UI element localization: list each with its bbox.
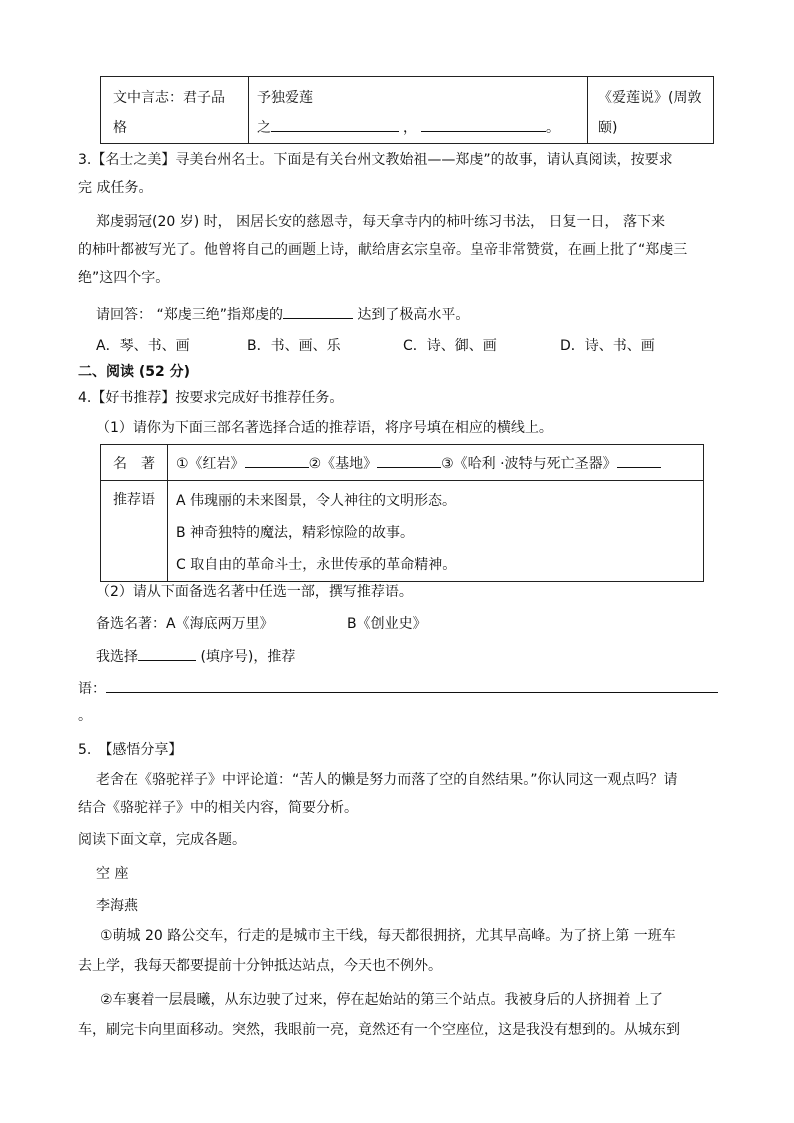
q4-sub2: （2）请从下面备选名著中任选一部，撰写推荐语。 <box>96 584 413 600</box>
q4-choose-suffix: (填序号)，推荐 <box>196 649 296 665</box>
rec-c: C 取自由的革命斗士，永世传承的革命精神。 <box>176 557 457 573</box>
q3-para-line3: 绝”这四个字。 <box>78 270 170 286</box>
q3-option-a[interactable]: A．琴、书、画 <box>96 338 190 354</box>
poem-table <box>100 76 714 144</box>
quote-end: 。 <box>546 120 560 136</box>
section-heading: 二、阅读 (52 分) <box>78 364 191 380</box>
q3-para-line2: 的柿叶都被写光了。他曾将自己的画题上诗，献给唐玄宗皇帝。皇帝非常赞赏，在画上批了“郑虔三 <box>78 242 688 258</box>
q3-answer-blank[interactable] <box>283 304 353 319</box>
book-3-blank[interactable] <box>617 453 661 468</box>
article-para2-line2: 车，刷完卡向里面移动。突然，我眼前一亮，竟然还有一个空座位，这是我没有想到的。从城东到 <box>78 1022 680 1038</box>
rec-b: B 神奇独特的魔法，精彩惊险的故事。 <box>176 525 415 541</box>
article-para1-line1: ①萌城 20 路公交车，行走的是城市主干线，每天都很拥挤，尤其早高峰。为了挤上第 一班车 <box>100 928 676 944</box>
theme-line1: 文中言志：君子品 <box>113 90 225 106</box>
book-1-blank[interactable] <box>245 453 309 468</box>
quote-comma: ， <box>403 120 417 136</box>
q3-option-d[interactable]: D．诗、书、画 <box>560 338 655 354</box>
q4-recommend-blank[interactable] <box>106 678 718 693</box>
reading-intro: 阅读下面文章，完成各题。 <box>78 832 246 848</box>
quote-line1: 予独爱莲 <box>257 90 313 106</box>
q4-yu <box>78 678 718 699</box>
book-2: ②《基地》 <box>308 455 378 472</box>
q4-choose-prefix: 我选择 <box>96 649 138 665</box>
book-table-label-books <box>101 445 168 481</box>
poem-table-cell-quote <box>249 77 588 144</box>
q5-p2: 结合《骆驼祥子》中的相关内容，简要分析。 <box>78 800 358 816</box>
q4-line1: 4.【好书推荐】按要求完成好书推荐任务。 <box>78 390 344 406</box>
q4-option-b: B《创业史》 <box>347 616 427 632</box>
q4-options-label: 备选名著：A《海底两万里》 <box>96 616 274 632</box>
q3-option-c[interactable]: C．诗、御、画 <box>403 338 497 354</box>
quote-prefix: 之 <box>257 120 271 136</box>
quote-blank-1[interactable] <box>271 117 399 132</box>
q3-line2: 完 成任务。 <box>78 180 153 196</box>
article-author: 李海燕 <box>96 898 138 914</box>
q5-heading: 5. 【感悟分享】 <box>78 742 183 758</box>
q4-choose-blank[interactable] <box>138 646 196 661</box>
article-para1-line2: 去上学，我每天都要提前十分钟抵达站点，今天也不例外。 <box>78 958 442 974</box>
quote-line2 <box>257 113 587 143</box>
rec-a: A 伟瑰丽的未来图景，令人神往的文明形态。 <box>176 493 457 509</box>
quote-blank-2[interactable] <box>421 117 546 132</box>
q3-line1: 3.【名士之美】寻美台州名士。下面是有关台州文教始祖——郑虔”的故事，请认真阅读，按要求 <box>78 152 673 168</box>
theme-line2: 格 <box>113 120 127 136</box>
q4-choose <box>96 646 295 667</box>
q3-ask <box>96 304 469 325</box>
label-books: 名 著 <box>113 455 155 472</box>
q3-ask-prefix: 请回答： “郑虔三绝”指郑虔的 <box>96 307 283 323</box>
poem-table-cell-source <box>588 77 714 144</box>
label-recommendation: 推荐语 <box>113 492 155 508</box>
q4-dot: 。 <box>78 708 92 724</box>
book-1: ①《红岩》 <box>176 455 245 472</box>
q3-para-line1: 郑虔弱冠(20 岁) 时， 困居长安的慈恩寺，每天拿寺内的柿叶练习书法， 日复一日， 落下来 <box>96 214 665 230</box>
poem-table-cell-theme <box>101 77 249 144</box>
book-table-recs <box>168 481 704 582</box>
book-table-label-rec <box>101 481 168 582</box>
article-title: 空 座 <box>96 866 129 882</box>
article-para2-line1: ②车裹着一层晨曦，从东边驶了过来，停在起始站的第三个站点。我被身后的人挤拥着 上了 <box>100 992 663 1008</box>
book-table <box>100 444 704 582</box>
q4-yu-label: 语： <box>78 681 106 697</box>
q3-option-b[interactable]: B．书、画、乐 <box>247 338 341 354</box>
q3-ask-suffix: 达到了极高水平。 <box>352 307 470 323</box>
q4-sub1: （1）请你为下面三部名著选择合适的推荐语，将序号填在相应的横线上。 <box>96 420 553 436</box>
book-3: ③《哈利 ·波特与死亡圣器》 <box>441 455 617 472</box>
q5-p1: 老舍在《骆驼祥子》中评论道：“苦人的懒是努力而落了空的自然结果。”你认同这一观点吗？请 <box>96 772 678 788</box>
book-2-blank[interactable] <box>377 453 441 468</box>
book-table-books <box>168 445 704 481</box>
source-text: 《爱莲说》(周敦颐) <box>598 90 702 136</box>
